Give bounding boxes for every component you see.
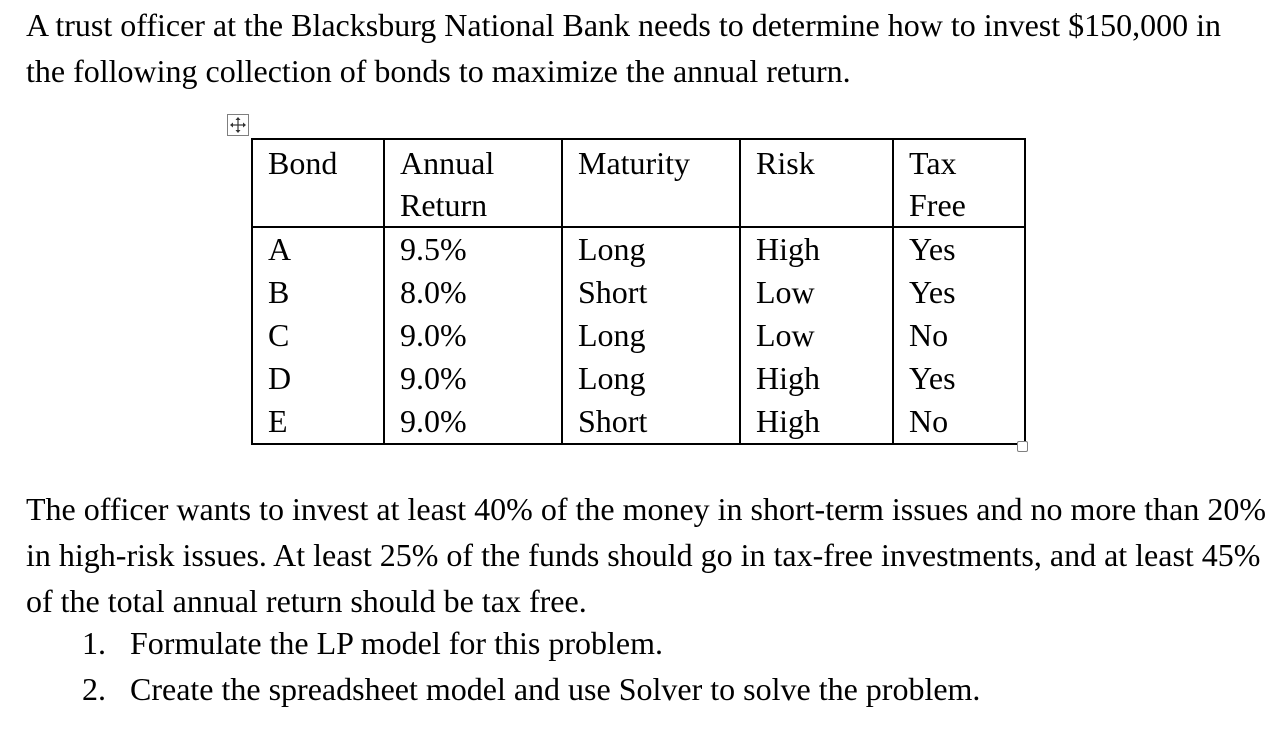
- header-bond: Bond: [252, 139, 384, 227]
- cell-maturity: Long: [562, 357, 740, 400]
- list-item: [82, 620, 980, 666]
- header-maturity: Maturity: [562, 139, 740, 227]
- cell-maturity: Short: [562, 400, 740, 444]
- list-item-text: Create the spreadsheet model and use Solver to solve the problem.: [130, 671, 981, 707]
- table-row: [252, 271, 1025, 314]
- table-resize-handle-icon[interactable]: [1017, 441, 1028, 452]
- cell-maturity: Long: [562, 314, 740, 357]
- cell-bond: A: [252, 227, 384, 271]
- task-list: [82, 620, 980, 712]
- cell-bond: D: [252, 357, 384, 400]
- table-row: [252, 357, 1025, 400]
- cell-tax-free: Yes: [893, 357, 1025, 400]
- table-move-handle-icon[interactable]: [227, 114, 249, 136]
- header-annual-return-line1: Annual: [400, 145, 495, 181]
- list-item-number: 1.: [82, 625, 106, 661]
- header-tax-free-line2: Free: [909, 187, 966, 223]
- cell-risk: High: [740, 400, 893, 444]
- header-annual-return-line2: Return: [400, 187, 488, 223]
- cell-risk: Low: [740, 314, 893, 357]
- list-item-number: 2.: [82, 671, 106, 707]
- cell-bond: E: [252, 400, 384, 444]
- header-tax-free-line1: Tax: [909, 145, 957, 181]
- cell-tax-free: Yes: [893, 227, 1025, 271]
- cell-annual-return: 8.0%: [384, 271, 562, 314]
- cell-maturity: Short: [562, 271, 740, 314]
- table-row: [252, 400, 1025, 444]
- cell-bond: C: [252, 314, 384, 357]
- table-row: [252, 314, 1025, 357]
- cell-tax-free: Yes: [893, 271, 1025, 314]
- table-header-row: [252, 139, 1025, 227]
- cell-annual-return: 9.0%: [384, 357, 562, 400]
- cell-annual-return: 9.5%: [384, 227, 562, 271]
- cell-tax-free: No: [893, 314, 1025, 357]
- intro-paragraph: A trust officer at the Blacksburg National Bank needs to determine how to invest $150,000 in the following collection of bonds to maximize the annual return.: [26, 7, 1222, 89]
- four-way-arrow-icon: [228, 115, 248, 135]
- cell-bond: B: [252, 271, 384, 314]
- cell-risk: High: [740, 357, 893, 400]
- bond-table: [251, 138, 1026, 445]
- header-tax-free: [893, 139, 1025, 227]
- cell-risk: High: [740, 227, 893, 271]
- cell-risk: Low: [740, 271, 893, 314]
- header-risk: Risk: [740, 139, 893, 227]
- cell-tax-free: No: [893, 400, 1025, 444]
- list-item-text: Formulate the LP model for this problem.: [130, 625, 663, 661]
- table-row: [252, 227, 1025, 271]
- cell-maturity: Long: [562, 227, 740, 271]
- header-annual-return: [384, 139, 562, 227]
- cell-annual-return: 9.0%: [384, 314, 562, 357]
- constraints-paragraph: The officer wants to invest at least 40% of the money in short-term issues and no more than 20% in high-risk issues. At least 25% of the funds should go in tax-free investments, and at least 45% of the total annual return should be tax free.: [26, 491, 1266, 619]
- cell-annual-return: 9.0%: [384, 400, 562, 444]
- list-item: [82, 666, 980, 712]
